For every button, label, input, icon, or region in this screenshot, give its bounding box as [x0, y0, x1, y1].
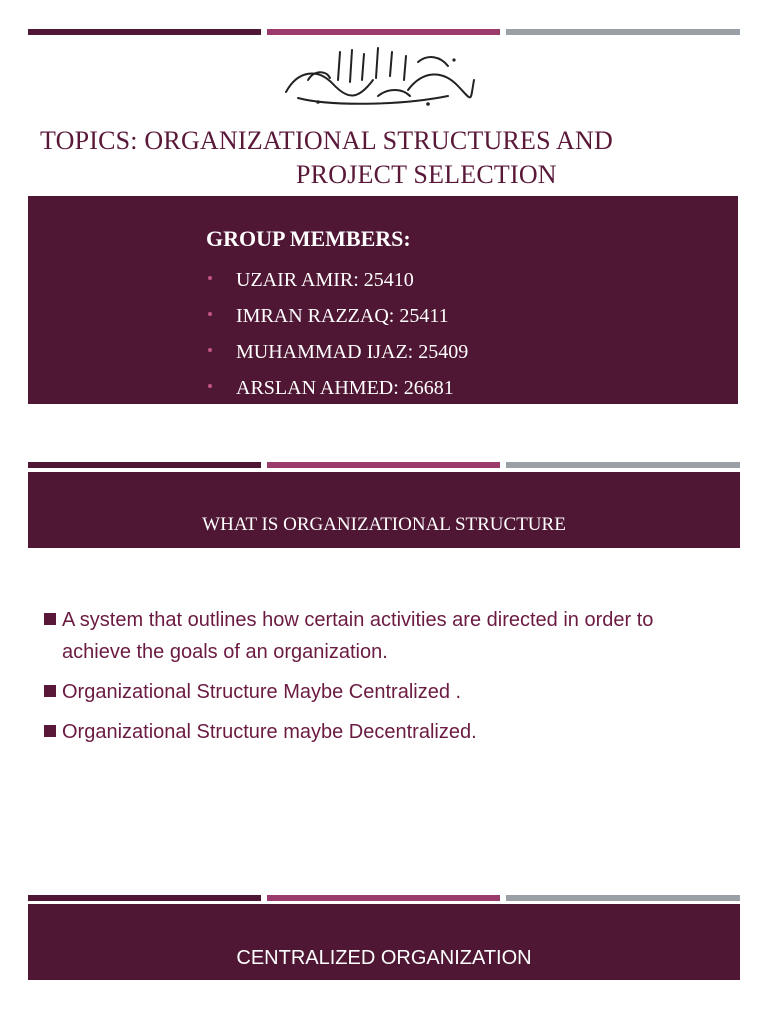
bullet-dot-icon	[208, 348, 212, 352]
title-line-1: TOPICS: ORGANIZATIONAL STRUCTURES AND	[40, 126, 613, 155]
accent-stripe-mauve	[267, 895, 500, 901]
accent-stripe-mauve	[267, 29, 500, 35]
bismillah-calligraphy-icon	[278, 40, 478, 112]
accent-stripe-dark	[28, 895, 261, 901]
slide-heading: WHAT IS ORGANIZATIONAL STRUCTURE	[202, 514, 566, 535]
accent-stripe-mauve	[267, 462, 500, 468]
accent-stripe-dark	[28, 29, 261, 35]
accent-stripe-gray	[506, 462, 740, 468]
title-line-2: PROJECT SELECTION	[296, 160, 557, 189]
list-item: Organizational Structure Maybe Centralized .	[44, 676, 724, 708]
bullet-dot-icon	[208, 312, 212, 316]
accent-stripe-gray	[506, 29, 740, 35]
member-item: ARSLAN AHMED: 26681	[206, 374, 468, 410]
page-title	[40, 124, 740, 192]
member-item: MUHAMMAD IJAZ: 25409	[206, 338, 468, 374]
accent-stripe-dark	[28, 462, 261, 468]
group-members-list	[206, 266, 468, 410]
slide-heading-band	[28, 904, 740, 980]
group-members-heading: GROUP MEMBERS:	[206, 226, 411, 251]
slide-heading: CENTRALIZED ORGANIZATION	[236, 946, 532, 969]
square-bullet-icon	[44, 725, 56, 737]
list-item: A system that outlines how certain activities are directed in order to achieve the goals of an organization.	[44, 604, 724, 668]
bullet-dot-icon	[208, 384, 212, 388]
square-bullet-icon	[44, 685, 56, 697]
member-item: IMRAN RAZZAQ: 25411	[206, 302, 468, 338]
square-bullet-icon	[44, 613, 56, 625]
accent-stripe-gray	[506, 895, 740, 901]
list-item: Organizational Structure maybe Decentralized.	[44, 716, 724, 748]
bullet-dot-icon	[208, 276, 212, 280]
group-members-panel	[28, 196, 738, 404]
slide-heading-band	[28, 472, 740, 548]
member-item: UZAIR AMIR: 25410	[206, 266, 468, 302]
definition-bullet-list	[44, 604, 724, 756]
